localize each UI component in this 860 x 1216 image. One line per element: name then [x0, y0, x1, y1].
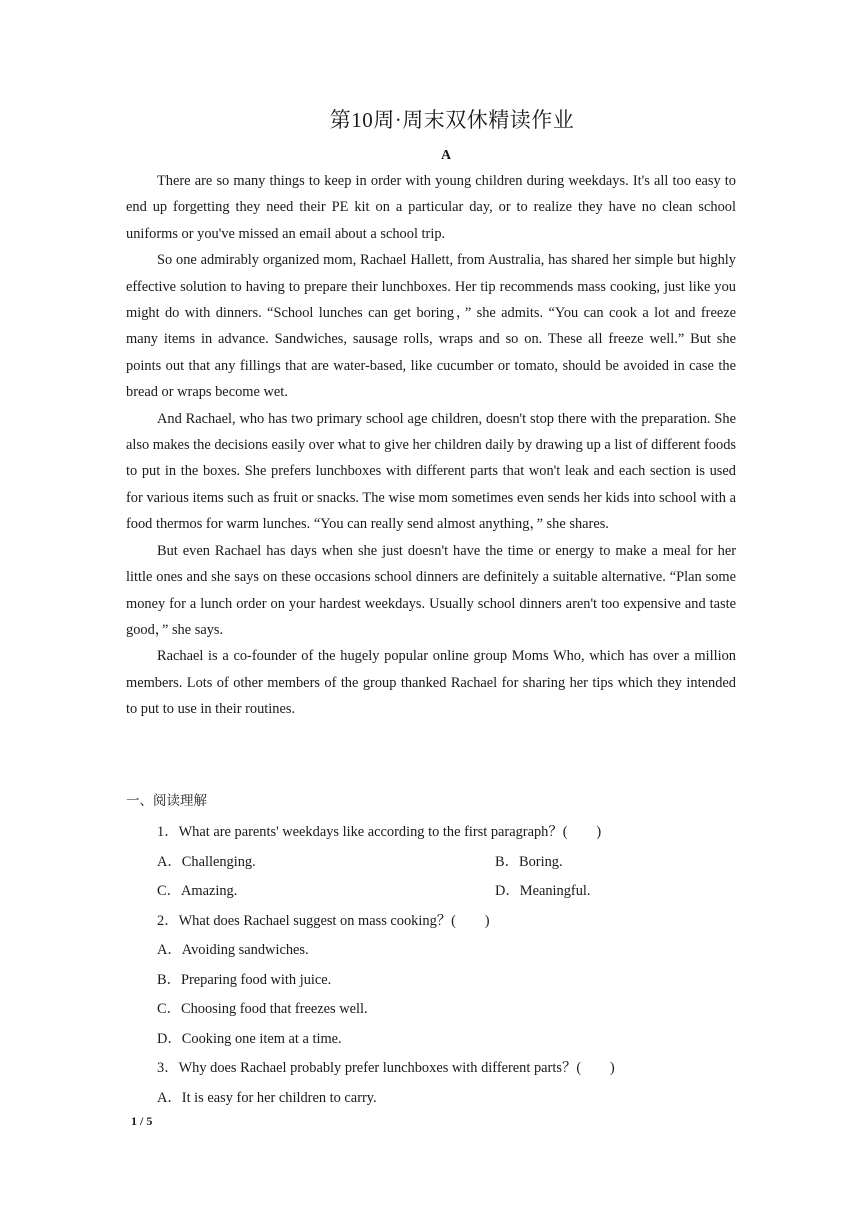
reading-passage — [126, 168, 736, 723]
page-number: 1 / 5 — [131, 1114, 153, 1128]
question-stem: 3．Why does Rachael probably prefer lunchboxes with different parts？( ) — [157, 1060, 615, 1076]
option-c: C．Choosing food that freezes well. — [157, 1001, 368, 1017]
option-b: B．Preparing food with juice. — [157, 972, 332, 988]
option-d: D．Meaningful. — [495, 883, 591, 899]
document-title: 第10周·周末双休精读作业 — [329, 108, 575, 132]
passage-label: A — [440, 148, 452, 163]
passage-paragraph: There are so many things to keep in order with young children during weekdays. It's all too easy to end up forgetting they need their PE kit on a particular day, or to realize they have no clean school uniforms or you've missed an email about a school trip. — [126, 173, 736, 242]
passage-paragraph: And Rachael, who has two primary school age children, doesn't stop there with the preparation. She also makes the decisions easily over what to give her children daily by drawing up a list of different foods to put in the boxes. She prefers lunchboxes with different parts that won't leak and each section is used for various items such as fruit or snacks. The wise mom sometimes even sends her kids into school with a food thermos for warm lunches. “You can really send almost anything，” she shares. — [126, 410, 736, 533]
option-c: C．Amazing. — [157, 883, 238, 899]
passage-paragraph: But even Rachael has days when she just doesn't have the time or energy to make a meal for her little ones and she says on these occasions school dinners are definitely a suitable alternative. “Plan some money for a lunch order on your hardest weekdays. Usually school dinners aren't too expensive and taste good，” she says. — [126, 542, 736, 638]
section-heading: 一、阅读理解 — [126, 793, 207, 809]
passage-paragraph: So one admirably organized mom, Rachael Hallett, from Australia, has shared her simple but highly effective solution to having to prepare their lunchboxes. Her tip recommends mass cooking, just like you might do with dinners. “School lunches can get boring，” she admits. “You can cook a lot and freeze many items in advance. Sandwiches, sausage rolls, wraps and so on. These all freeze well.” But she points out that any fillings that are water-based, like cucumber or tomato, should be avoided in case the bread or wraps become wet. — [126, 252, 736, 401]
question-stem: 1．What are parents' weekdays like according to the first paragraph？( ) — [157, 824, 602, 840]
passage-paragraph: Rachael is a co-founder of the hugely popular online group Moms Who, which has over a million members. Lots of other members of the group thanked Rachael for sharing her tips which they intended to put to use in their routines. — [126, 648, 736, 718]
option-a: A．It is easy for her children to carry. — [157, 1090, 377, 1106]
option-a: A．Challenging. — [157, 854, 256, 870]
question-stem: 2．What does Rachael suggest on mass cooking？( ) — [157, 913, 490, 929]
option-d: D．Cooking one item at a time. — [157, 1031, 342, 1047]
option-a: A．Avoiding sandwiches. — [157, 942, 309, 958]
option-b: B．Boring. — [495, 854, 563, 870]
